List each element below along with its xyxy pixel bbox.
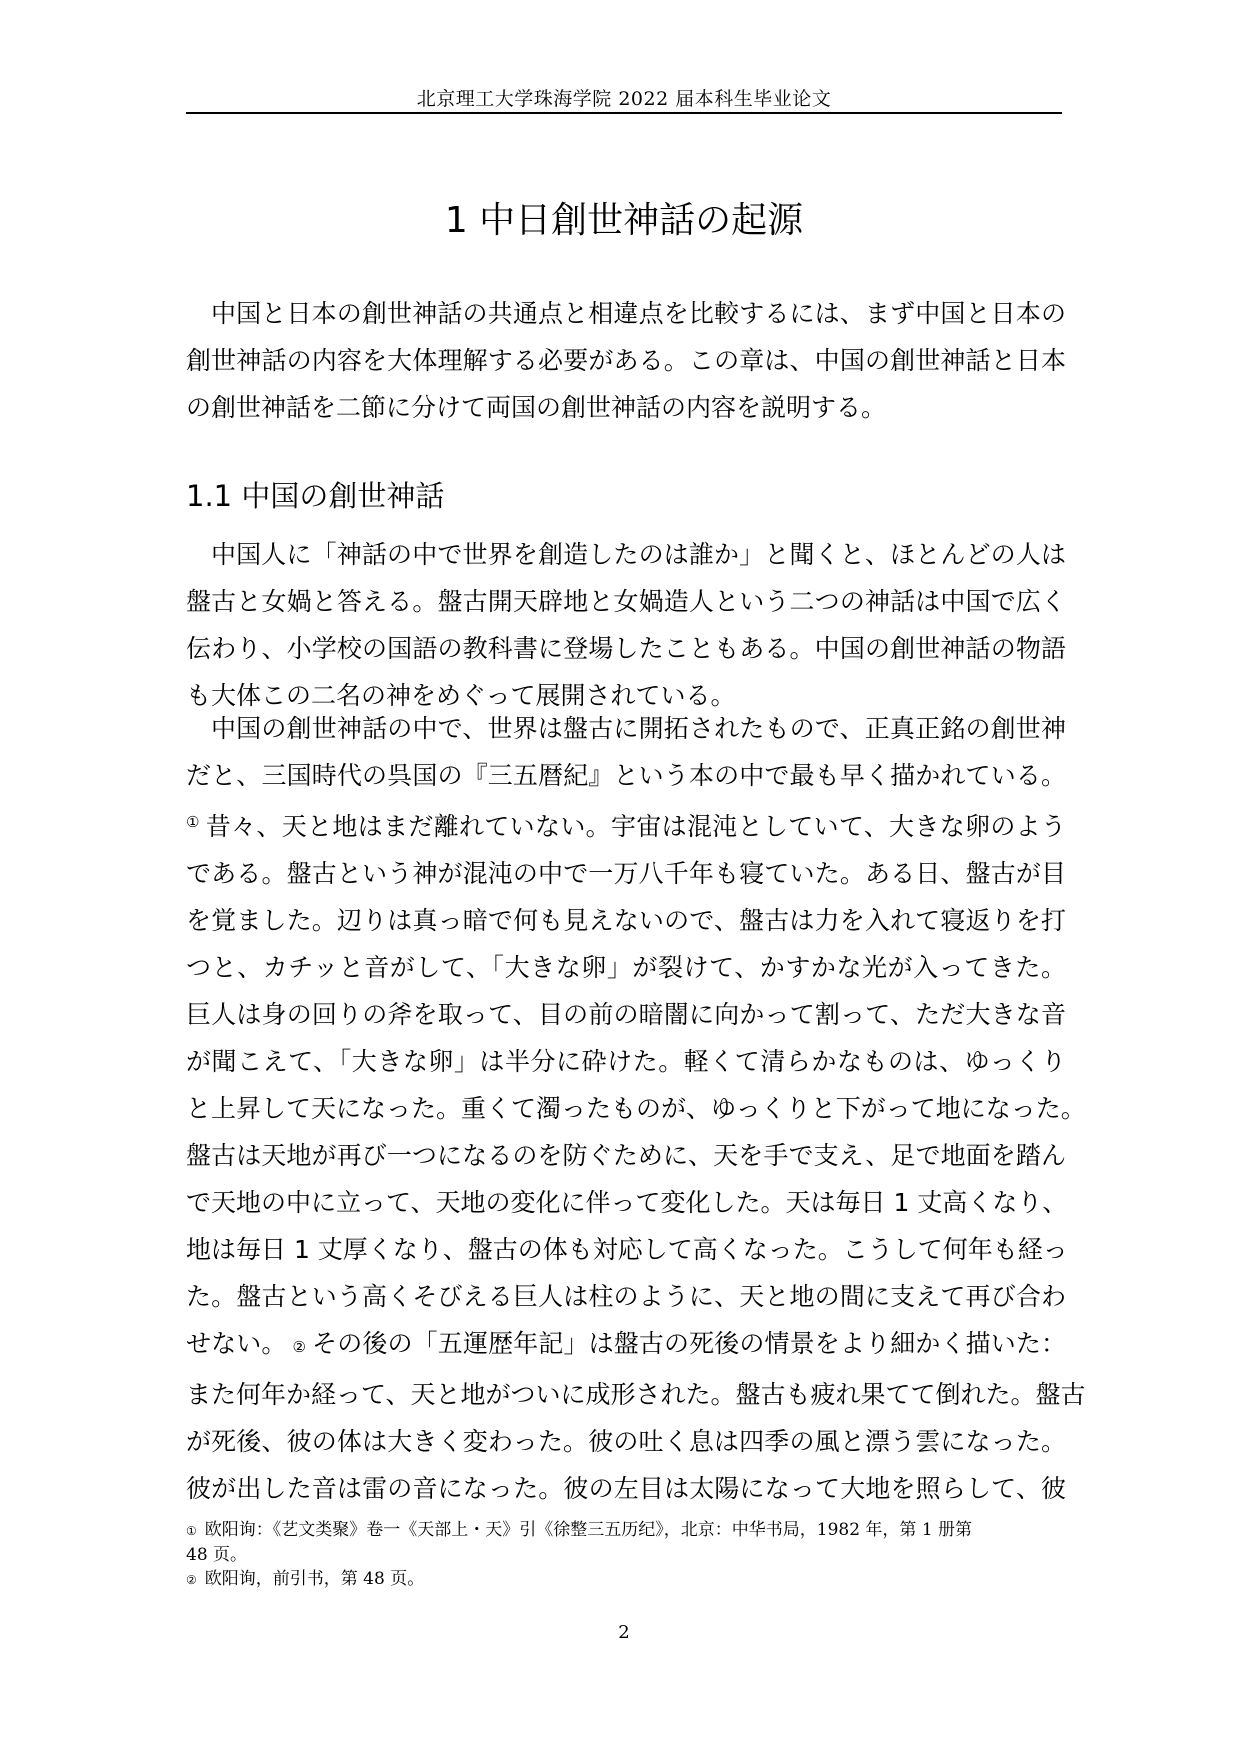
paragraph-line: 創世神話の内容を大体理解する必要がある。この章は、中国の創世神話と日本 bbox=[186, 346, 1066, 375]
paragraph-line-text: その後の「五運歴年記」は盤古の死後の情景をより細かく描いた： bbox=[312, 1329, 1066, 1358]
intro-paragraph bbox=[186, 290, 1066, 431]
paragraph-line: で天地の中に立って、天地の変化に伴って変化した。天は毎日 1 丈高くなり、 bbox=[186, 1188, 1068, 1217]
footnote-reference-2[interactable]: ② bbox=[292, 1338, 307, 1356]
paragraph-line: つと、カチッと音がして、「大きな卵」が裂けて、かすかな光が入ってきた。 bbox=[186, 953, 1066, 982]
paragraph-line bbox=[186, 799, 1066, 850]
chapter-title: 1 中日創世神話の起源 bbox=[444, 200, 804, 241]
paragraph-line: が死後、彼の体は大きく変わった。彼の吐く息は四季の風と漂う雲になった。 bbox=[186, 1427, 1066, 1456]
paragraph-line: である。盤古という神が混沌の中で一万八千年も寝ていた。ある日、盤古が目 bbox=[186, 859, 1066, 888]
paragraph-line: と上昇して天になった。重くて濁ったものが、ゆっくりと下がって地になった。 bbox=[186, 1094, 1086, 1123]
footnote-2-number: ② bbox=[186, 1573, 197, 1587]
page-number: 2 bbox=[618, 1622, 630, 1643]
paragraph-line bbox=[186, 1320, 1066, 1371]
paragraph-line: も大体この二名の神をめぐって展開されている。 bbox=[186, 681, 736, 710]
paragraph-line: 地は毎日 1 丈厚くなり、盤古の体も対応して高くなった。こうして何年も経っ bbox=[186, 1235, 1068, 1264]
section-heading: 1.1 中国の創世神話 bbox=[186, 479, 445, 513]
paragraph-line: を覚ました。辺りは真っ暗で何も見えないので、盤古は力を入れて寝返りを打 bbox=[186, 906, 1066, 935]
footnote-2 bbox=[186, 1567, 1062, 1592]
paragraph-line: 伝わり、小学校の国語の教科書に登場したこともある。中国の創世神話の物語 bbox=[186, 634, 1066, 663]
header-rule bbox=[186, 112, 1062, 114]
paragraph-2 bbox=[186, 531, 1066, 719]
footnote-reference-1[interactable]: ① bbox=[186, 813, 200, 831]
footnote-2-text: 欧阳询，前引书，第 48 页。 bbox=[204, 1569, 425, 1589]
paragraph-line: が聞こえて、「大きな卵」は半分に砕けた。軽くて清らかなものは、ゆっくり bbox=[186, 1047, 1066, 1076]
paragraph-line: 彼が出した音は雷の音になった。彼の左目は太陽になって大地を照らして、彼 bbox=[186, 1474, 1066, 1503]
paragraph-line: た。盤古という高くそびえる巨人は柱のように、天と地の間に支えて再び合わ bbox=[186, 1282, 1066, 1311]
paragraph-line: 盤古は天地が再び一つになるのを防ぐために、天を手で支え、足で地面を踏ん bbox=[186, 1141, 1066, 1170]
footnote-1-text: 欧阳询：《艺文类聚》卷一《天部上・天》引《徐整三五历纪》，北京：中华书局，1982 年，第 1 册第 bbox=[204, 1520, 973, 1540]
paragraph-line: 盤古と女媧と答える。盤古開天辟地と女媧造人という二つの神話は中国で広く bbox=[186, 587, 1066, 616]
footnote-1 bbox=[186, 1518, 1062, 1543]
paragraph-line-text: 昔々、天と地はまだ離れていない。宇宙は混沌としていて、大きな卵のよう bbox=[205, 812, 1066, 841]
footnotes bbox=[186, 1518, 1062, 1592]
paragraph-line: 巨人は身の回りの斧を取って、目の前の暗闇に向かって割って、ただ大きな音 bbox=[186, 1000, 1066, 1029]
paragraph-line-text: せない。 bbox=[186, 1329, 287, 1358]
paragraph-line: 中国の創世神話の中で、世界は盤古に開拓されたもので、正真正銘の創世神 bbox=[211, 714, 1066, 743]
paragraph-line: の創世神話を二節に分けて両国の創世神話の内容を説明する。 bbox=[186, 393, 887, 422]
running-header: 北京理工大学珠海学院 2022 届本科生毕业论文 bbox=[416, 88, 832, 110]
paragraph-line: また何年か経って、天と地がついに成形された。盤古も疲れ果てて倒れた。盤古 bbox=[186, 1380, 1086, 1409]
paragraph-line: だと、三国時代の呉国の『三五暦紀』という本の中で最も早く描かれている。 bbox=[186, 761, 1066, 790]
paragraph-line: 中国人に「神話の中で世界を創造したのは誰か」と聞くと、ほとんどの人は bbox=[211, 540, 1066, 569]
paragraph-line: 中国と日本の創世神話の共通点と相違点を比較するには、まず中国と日本の bbox=[211, 299, 1066, 328]
footnote-1-continuation: 48 页。 bbox=[186, 1545, 248, 1565]
footnote-1-number: ① bbox=[186, 1524, 197, 1538]
paragraph-3 bbox=[186, 705, 1086, 1512]
